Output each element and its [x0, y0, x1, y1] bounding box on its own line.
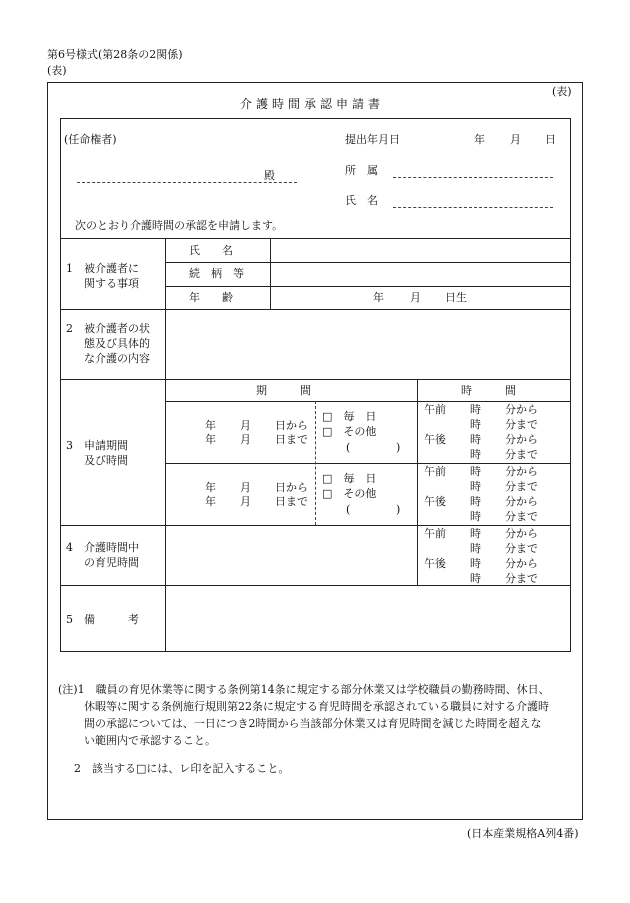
pm-label: 午後: [424, 557, 446, 570]
from-year: 年: [205, 419, 216, 432]
min-to-label: 分まで: [505, 572, 538, 585]
min-to-label: 分まで: [505, 448, 538, 461]
hour-label: 時: [470, 465, 481, 478]
hour-label: 時: [470, 572, 481, 585]
divider: [417, 525, 418, 585]
min-from-label: 分から: [505, 403, 538, 416]
min-from-label: 分から: [505, 527, 538, 540]
section3-label: 3 申請期間: [66, 439, 128, 452]
appointer-underline: [77, 182, 297, 183]
am-label: 午前: [424, 527, 446, 540]
paren-open: (: [346, 441, 351, 454]
patient-name-label: 氏 名: [189, 244, 233, 257]
to-month: 月: [240, 433, 251, 446]
appointer-label: (任命権者): [64, 133, 117, 146]
section1-label: 関する事項: [84, 277, 139, 290]
name-field[interactable]: [393, 207, 553, 208]
min-from-label: 分から: [505, 433, 538, 446]
pm-label: 午後: [424, 433, 446, 446]
from-suffix: 日から: [275, 419, 308, 432]
submit-month: 月: [510, 133, 521, 146]
hour-label: 時: [470, 542, 481, 555]
paren-close: ): [396, 441, 401, 454]
to-suffix: 日まで: [275, 495, 308, 508]
birth-month: 月: [410, 291, 421, 304]
from-month: 月: [240, 419, 251, 432]
period-header: 期 間: [256, 384, 311, 397]
divider: [60, 238, 571, 239]
daily-checkbox[interactable]: □ 毎 日: [322, 472, 377, 485]
hour-label: 時: [470, 557, 481, 570]
name-label: 氏 名: [345, 194, 378, 207]
section1-label: 1 被介護者に: [66, 262, 139, 275]
paren-close: ): [396, 503, 401, 516]
hour-label: 時: [470, 480, 481, 493]
pm-label: 午後: [424, 495, 446, 508]
min-to-label: 分まで: [505, 510, 538, 523]
note1-line: (注)1 職員の育児休業等に関する条例第14条に規定する部分休業又は学校職員の勤務時間、休日、: [58, 683, 550, 696]
request-text: 次のとおり介護時間の承認を申請します。: [75, 219, 284, 232]
note1-line: い範囲内で承認すること。: [84, 734, 216, 747]
from-year: 年: [205, 481, 216, 494]
min-to-label: 分まで: [505, 542, 538, 555]
divider: [165, 463, 571, 464]
divider: [165, 238, 166, 652]
form-number: 第6号様式(第28条の2関係): [47, 48, 183, 61]
submit-date-label: 提出年月日: [345, 133, 400, 146]
am-label: 午前: [424, 403, 446, 416]
min-from-label: 分から: [505, 557, 538, 570]
section2-label: 態及び具体的: [84, 337, 150, 350]
to-year: 年: [205, 495, 216, 508]
divider: [60, 525, 571, 526]
min-to-label: 分まで: [505, 418, 538, 431]
section4-label: 4 介護時間中: [66, 541, 139, 554]
am-label: 午前: [424, 465, 446, 478]
hour-label: 時: [470, 495, 481, 508]
to-suffix: 日まで: [275, 433, 308, 446]
divider: [315, 401, 316, 525]
department-field[interactable]: [393, 177, 553, 178]
birth-day: 日生: [445, 291, 467, 304]
from-month: 月: [240, 481, 251, 494]
to-year: 年: [205, 433, 216, 446]
min-to-label: 分まで: [505, 480, 538, 493]
form-title: 介護時間承認申請書: [240, 97, 385, 111]
hour-label: 時: [470, 510, 481, 523]
submit-year: 年: [474, 133, 485, 146]
note1-line: 間の承認については、一日につき2時間から当該部分休業又は育児時間を減じた時間を超えな: [84, 717, 542, 730]
side-label: (表): [47, 64, 67, 77]
birth-year: 年: [373, 291, 384, 304]
hour-label: 時: [470, 433, 481, 446]
side-label-right: (表): [552, 85, 572, 98]
paper-standard: (日本産業規格A列4番): [467, 827, 579, 840]
divider: [417, 379, 418, 525]
age-label: 年 齢: [189, 291, 233, 304]
to-month: 月: [240, 495, 251, 508]
hour-label: 時: [470, 403, 481, 416]
min-from-label: 分から: [505, 465, 538, 478]
submit-day: 日: [545, 133, 556, 146]
note2: 2 該当する□には、レ印を記入すること。: [74, 762, 290, 775]
from-suffix: 日から: [275, 481, 308, 494]
section3-label: 及び時間: [84, 454, 128, 467]
note1-line: 休暇等に関する条例施行規則第22条に規定する育児時間を承認されている職員に対する介護時: [84, 700, 549, 713]
section5-label: 5 備 考: [66, 613, 139, 626]
department-label: 所 属: [345, 164, 378, 177]
section2-label: 2 被介護者の状: [66, 322, 150, 335]
divider: [270, 238, 271, 309]
time-header: 時 間: [461, 384, 516, 397]
min-from-label: 分から: [505, 495, 538, 508]
relation-label: 続 柄 等: [189, 267, 244, 280]
divider: [60, 379, 571, 380]
divider: [165, 262, 571, 263]
daily-checkbox[interactable]: □ 毎 日: [322, 410, 377, 423]
hour-label: 時: [470, 527, 481, 540]
divider: [60, 585, 571, 586]
divider: [165, 401, 571, 402]
section4-label: の育児時間: [84, 556, 139, 569]
section2-label: な介護の内容: [84, 352, 150, 365]
divider: [60, 309, 571, 310]
divider: [165, 286, 571, 287]
other-checkbox[interactable]: □ その他: [322, 487, 377, 500]
dono-label: 殿: [264, 169, 275, 182]
hour-label: 時: [470, 448, 481, 461]
hour-label: 時: [470, 418, 481, 431]
paren-open: (: [346, 503, 351, 516]
other-checkbox[interactable]: □ その他: [322, 425, 377, 438]
